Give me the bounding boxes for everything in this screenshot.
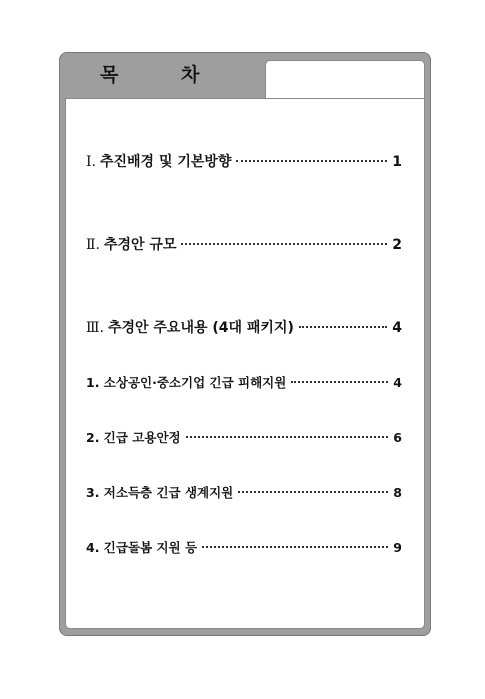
- toc-page-number: 6: [393, 430, 402, 445]
- toc-title: 목 차: [100, 64, 228, 86]
- toc-numeral: Ⅰ.: [86, 154, 96, 170]
- toc-entry-3-2[interactable]: [86, 428, 402, 446]
- toc-page-number: 4: [393, 375, 402, 390]
- frame-notch: [265, 60, 425, 100]
- dot-leader: [186, 436, 389, 438]
- toc-page-number: 9: [393, 540, 402, 555]
- toc-entry-3-4[interactable]: [86, 538, 402, 556]
- toc-page-number: 8: [393, 485, 402, 500]
- dot-leader: [299, 326, 387, 328]
- toc-entry-1[interactable]: [86, 151, 402, 171]
- toc-entry-2[interactable]: [86, 234, 402, 254]
- toc-label: 1. 소상공인·중소기업 긴급 피해지원: [86, 375, 287, 390]
- dot-leader: [181, 243, 387, 245]
- toc-numeral: Ⅲ.: [86, 320, 104, 336]
- toc-numeral: Ⅱ.: [86, 237, 100, 253]
- toc-label: 2. 긴급 고용안정: [86, 430, 181, 445]
- toc-label: 4. 긴급돌봄 지원 등: [86, 540, 198, 555]
- toc-label: 추경안 규모: [103, 237, 177, 253]
- toc-label: 3. 저소득층 긴급 생계지원: [86, 485, 234, 500]
- toc-entry-3-1[interactable]: [86, 373, 402, 391]
- dot-leader: [236, 160, 387, 162]
- toc-entry-3[interactable]: [86, 317, 402, 337]
- toc-label: 추경안 주요내용 (4대 패키지): [107, 320, 294, 336]
- toc-page-number: 2: [392, 237, 402, 253]
- toc-page-number: 1: [392, 154, 402, 170]
- toc-page-number: 4: [392, 320, 402, 336]
- dot-leader: [291, 381, 388, 383]
- toc-label: 추진배경 및 기본방향: [99, 154, 232, 170]
- dot-leader: [238, 491, 388, 493]
- toc-entry-3-3[interactable]: [86, 483, 402, 501]
- dot-leader: [202, 546, 388, 548]
